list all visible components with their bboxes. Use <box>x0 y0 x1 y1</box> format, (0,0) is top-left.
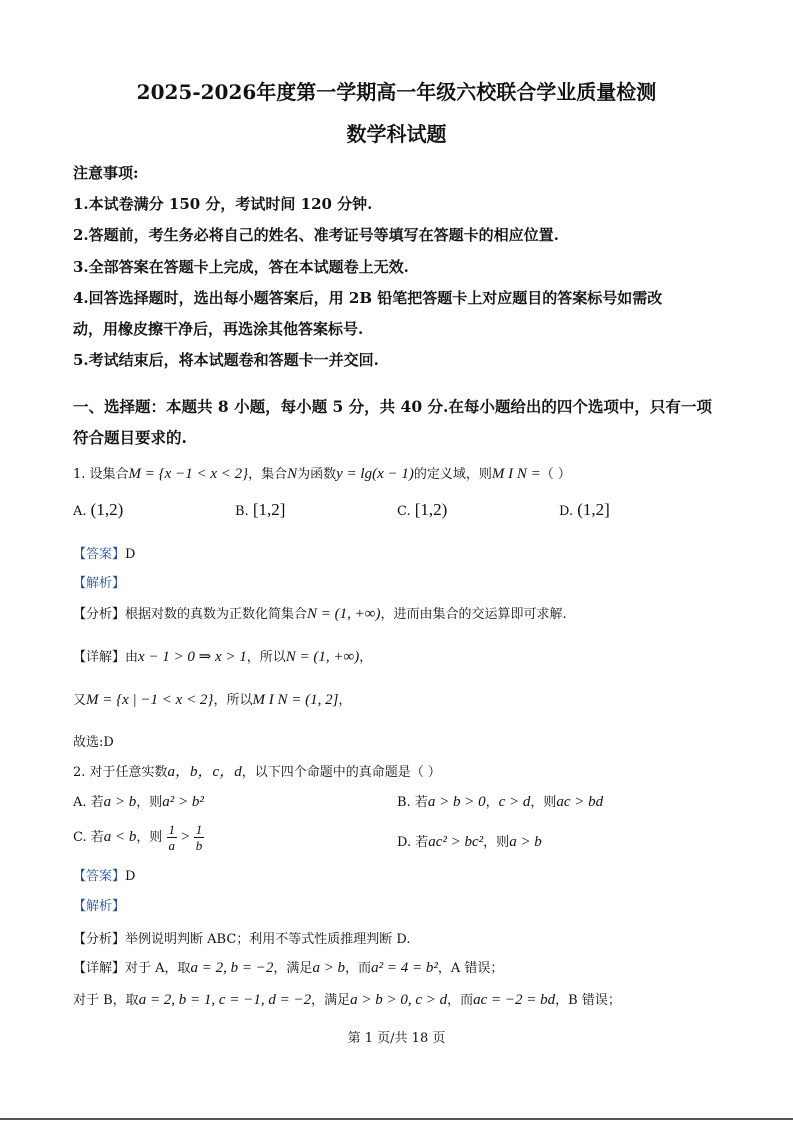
q1-text: ，集合 <box>248 467 288 482</box>
notice-item-3: 3.全部答案在答题卡上完成，答在本试题卷上无效. <box>73 258 409 276</box>
notice-item-5: 5.考试结束后，将本试题卷和答题卡一并交回. <box>73 351 379 369</box>
q2-fenxi: 【分析】举例说明判断 ABC；利用不等式性质推理判断 D. <box>73 932 411 947</box>
exam-title: 2025-2026年度第一学期高一年级六校联合学业质量检测 <box>136 80 657 104</box>
q1-text: 1. 设集合 <box>73 467 129 482</box>
q1-text: 为函数 <box>297 467 337 482</box>
q1-option-d: D. (1,2] <box>559 500 610 519</box>
notice-item-4: 4.回答选择题时，选出每小题答案后，用 2B 铅笔把答题卡上对应题目的答案标号如需改 <box>73 289 663 307</box>
notice-item-1: 1.本试卷满分 150 分，考试时间 120 分钟. <box>73 195 373 213</box>
q2-detail: 【详解】对于 A，取a = 2, b = −2，满足a > b，而a² = 4 = b²，A 错误； <box>73 960 504 976</box>
fraction: $\frac{1}{a}$ <box>168 822 176 853</box>
notice-heading: 注意事项: <box>73 164 139 182</box>
q1-choose: 故选:D <box>73 735 114 750</box>
fraction: $\frac{1}{b}$ <box>195 822 203 853</box>
question-1-stem <box>73 463 571 483</box>
section-heading: 一、选择题：本题共 8 小题，每小题 5 分，共 40 分.在每小题给出的四个选项中，只有一项 <box>73 397 712 416</box>
question-2-stem: 2. 对于任意实数a，b，c，d，以下四个命题中的真命题是（ ） <box>73 764 441 780</box>
q2-analysis-tag: 【解析】 <box>73 899 126 914</box>
notice-item-4-cont: 动，用橡皮擦干净后，再选涂其他答案标号. <box>73 320 364 338</box>
exam-subtitle: 数学科试题 <box>346 122 447 146</box>
q1-text: 的定义域，则 <box>413 467 492 482</box>
q2-option-d: D. 若ac² > bc²，则a > b <box>397 834 542 850</box>
q1-detail-cont: 又M = {x | −1 < x < 2}，所以M I N = (1, 2]， <box>73 692 352 708</box>
page-footer: 第 1 页/共 18 页 <box>347 1031 446 1046</box>
q1-detail: 【详解】由x − 1 > 0 ⇒ x > 1，所以N = (1, +∞)， <box>73 649 373 665</box>
notice-item-2: 2.答题前，考生务必将自己的姓名、准考证号等填写在答题卡的相应位置. <box>73 226 559 244</box>
q1-math-function: y = lg(x − 1) <box>336 466 414 482</box>
q1-option-c: C. [1,2) <box>397 500 448 519</box>
q1-math-intersection: M I N = <box>491 466 541 482</box>
q2-option-b: B. 若a > b > 0，c > d，则ac > bd <box>397 794 604 810</box>
q1-text: （ ） <box>540 467 571 482</box>
page-bottom-border <box>0 1118 793 1120</box>
q1-option-a: A. (1,2) <box>73 500 124 519</box>
q1-fenxi: 【分析】根据对数的真数为正数化简集合N = (1, +∞)，进而由集合的交运算即可求解. <box>73 606 567 622</box>
q1-analysis-tag: 【解析】 <box>73 576 126 591</box>
q2-answer: 【答案】D <box>73 869 136 884</box>
answer-tag: 【答案】 <box>73 547 126 562</box>
q1-answer: 【答案】D <box>73 547 136 562</box>
q1-option-b: B. [1,2] <box>235 500 286 519</box>
q1-math-set-m: M = {x −1 < x < 2} <box>128 466 249 482</box>
q2-option-a: A. 若a > b，则a² > b² <box>73 794 204 810</box>
q1-math-n: N <box>287 466 298 482</box>
q2-option-c: C. 若a < b，则 $\frac{1}{a}$ > $\frac{1}{b}$ <box>73 822 203 853</box>
q2-detail-b: 对于 B，取a = 2, b = 1, c = −1, d = −2，满足a > b > 0, c > d，而ac = −2 = bd，B 错误； <box>73 992 621 1008</box>
section-heading-cont: 符合题目要求的. <box>73 428 187 447</box>
